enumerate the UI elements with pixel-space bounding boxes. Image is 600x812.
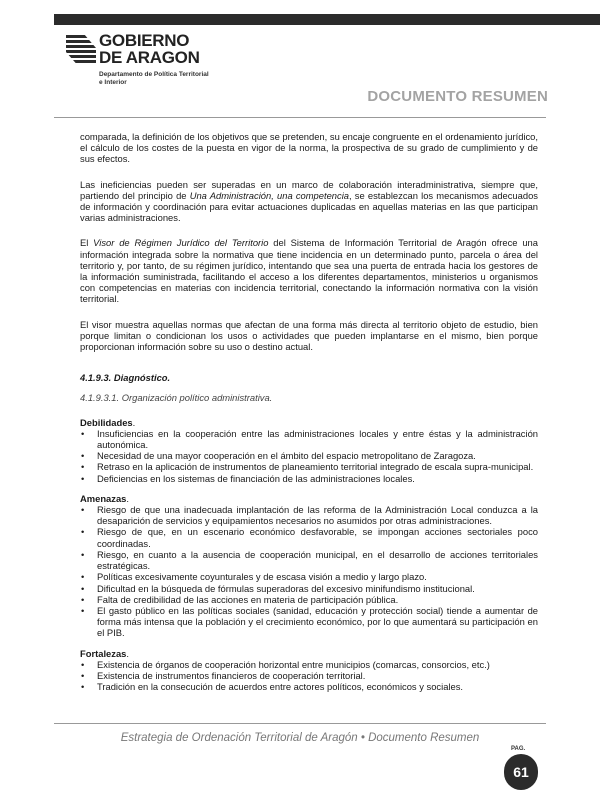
page-body — [80, 131, 538, 701]
list-item: • Riesgo de que una inadecuada implantación de las reforma de la Administración Local conduzca a la desaparición de servicios y equipamientos necesarios no asumidos por otras administraciones. — [80, 504, 538, 526]
amenazas-heading: Amenazas. — [80, 492, 129, 504]
header-divider — [54, 117, 546, 118]
list-item: • Existencia de órganos de cooperación horizontal entre municipios (comarcas, consorcios, etc.) — [80, 659, 538, 670]
debilidades-list — [80, 428, 538, 484]
header-bar — [54, 14, 600, 25]
debilidades-heading: Debilidades. — [80, 416, 136, 428]
aragon-emblem-icon — [66, 34, 96, 68]
list-item: • Riesgo, en cuanto a la ausencia de cooperación municipal, en el desarrollo de acciones territoriales estratégicas. — [80, 549, 538, 571]
amenazas-list — [80, 504, 538, 638]
paragraph: El visor muestra aquellas normas que afectan de una forma más directa al territorio objeto de estudio, bien porque limitan o condicionan los usos o actividades que pueden implantarse en el mismo, bien porque proporcionan información sobre su uso o destino actual. — [80, 318, 538, 353]
list-item: • El gasto público en las políticas sociales (sanidad, educación y protección social) tiende a aumentar de forma más intensa que la población y el crecimiento económico, por lo que aumentará su participación en el PIB. — [80, 605, 538, 639]
fortalezas-heading: Fortalezas. — [80, 647, 129, 659]
list-item: • Tradición en la consecución de acuerdos entre actores políticos, económicos y sociales. — [80, 681, 538, 692]
list-item: • Riesgo de que, en un escenario económico desfavorable, se impongan acciones sectoriales poco coordinadas. — [80, 526, 538, 548]
footer-title: Estrategia de Ordenación Territorial de Aragón • Documento Resumen — [120, 732, 480, 744]
logo-title: GOBIERNO DE ARAGON — [99, 31, 200, 67]
paragraph: El Visor de Régimen Jurídico del Territorio del Sistema de Información Territorial de Aragón ofrece una información integrada sobre la normativa que tiene incidencia en un determinado punto, parcela o área del territorio y, por tanto, de su régimen jurídico, intentando que sea una puerta de entrada hacia los gestores de la información suministrada, facilitando el acceso a los diferentes departamentos, ministerios u organismos con competencias en materias con incidencia territorial, conectando la información normativa con la visión territorial. — [80, 237, 538, 305]
section-title: 4.1.9.3. Diagnóstico. — [80, 372, 171, 384]
list-item: • Insuficiencias en la cooperación entre las administraciones locales y entre éstas y la administración autonómica. — [80, 428, 538, 450]
page-number-badge — [504, 754, 538, 790]
fortalezas-list — [80, 659, 538, 693]
page-number: 61 — [513, 764, 529, 780]
list-item: • Dificultad en la búsqueda de fórmulas superadoras del excesivo minifundismo institucional. — [80, 583, 538, 594]
footer-divider — [54, 723, 546, 724]
subsection-title: 4.1.9.3.1. Organización político administrativa. — [80, 392, 273, 404]
list-item: • Deficiencias en los sistemas de financiación de las administraciones locales. — [80, 473, 538, 484]
list-item: • Políticas excesivamente coyunturales y de escasa visión a medio y largo plazo. — [80, 571, 538, 582]
department-name: Departamento de Política Territorial e Interior — [99, 71, 209, 86]
list-item: • Existencia de instrumentos financieros de cooperación territorial. — [80, 670, 538, 681]
document-type-label: DOCUMENTO RESUMEN — [367, 88, 548, 105]
gobierno-aragon-logo — [66, 31, 226, 94]
list-item: • Falta de credibilidad de las acciones en materia de participación pública. — [80, 594, 538, 605]
list-item: • Retraso en la aplicación de instrumentos de planeamiento territorial integrado de escala supra-municipal. — [80, 461, 538, 472]
page-label: PAG. — [511, 746, 526, 752]
paragraph: Las ineficiencias pueden ser superadas en un marco de colaboración interadministrativa, siempre que, partiendo del principio de Una Administración, una competencia, se establezcan los mecanismos adecuados de información y coordinación para evitar actuaciones duplicadas en aquellas materias en las que participan varias administraciones. — [80, 178, 538, 224]
paragraph: comparada, la definición de los objetivos que se pretenden, su encaje congruente en el ordenamiento jurídico, el cálculo de los costes de la puesta en vigor de la norma, la prospectiva de su grado de cumplimiento y de sus efectos. — [80, 131, 538, 165]
list-item: • Necesidad de una mayor cooperación en el ámbito del espacio metropolitano de Zaragoza. — [80, 450, 538, 461]
